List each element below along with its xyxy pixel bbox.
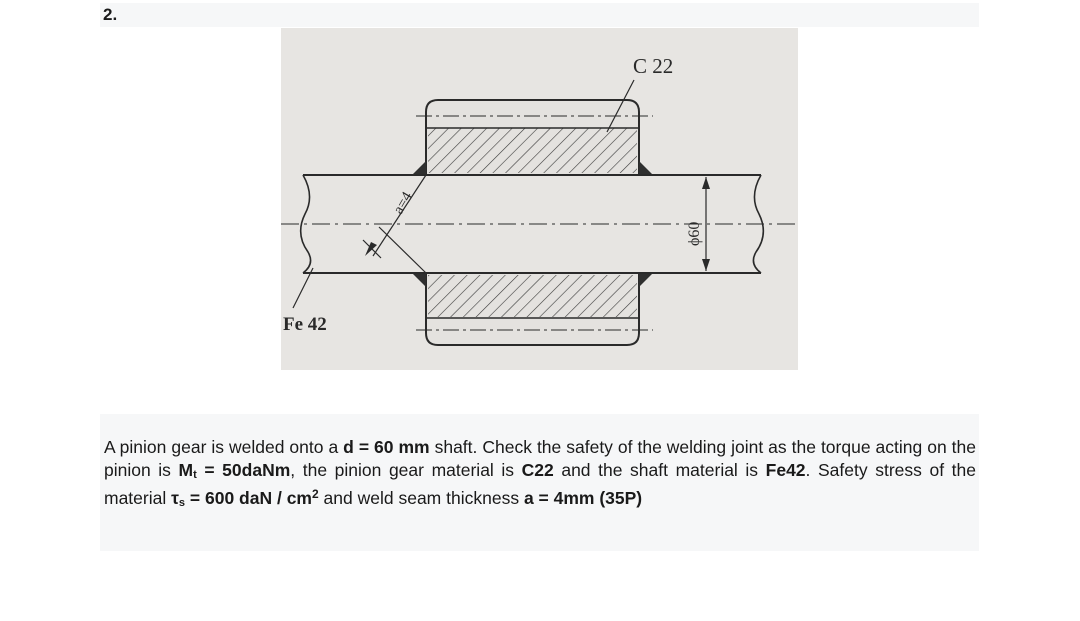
gear-lower-half [416,273,653,345]
gear-material-value: C22 [521,459,554,480]
gear-material-label: C 22 [633,54,674,78]
problem-panel [100,414,979,551]
shaft-material-value: Fe42 [765,459,806,480]
technical-drawing [281,28,798,370]
question-number: 2. [103,5,118,24]
question-header [100,3,979,27]
diameter-label: ϕ60 [686,221,703,246]
gear-upper-hatch [428,128,637,173]
drawing-canvas [281,28,798,370]
shaft-diameter-value: d = 60 mm [343,436,430,457]
problem-statement: A pinion gear is welded onto a d = 60 mm shaft. Check the safety of the welding joint as the torque acting on the pinion is $M_t$ = 50daNm, the pinion gear material is C22 and the shaft material is Fe42. Safety stress of the material $\tau_s = 600$ daN / $cm^2$ and weld seam thickness a = 4mm (35P) [104,436,976,509]
weld-thickness-value: a = 4mm (35P) [523,487,643,508]
shaft-material-label: Fe 42 [283,314,327,335]
torque-value: $M_t$ = 50daNm [178,459,291,481]
safety-stress-value: $\tau_s = 600$ daN / $cm^2$ [171,486,319,509]
gear-lower-hatch [428,275,637,317]
shaft [281,175,798,273]
weld-thickness-label: a=4 [390,189,416,217]
